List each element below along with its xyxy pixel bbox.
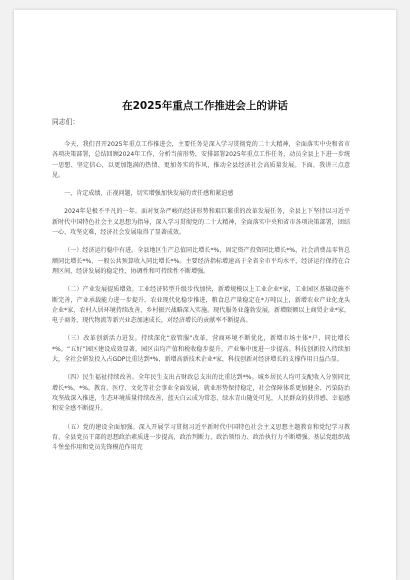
body-paragraph: （二）产业发展提质增效。工业经济转型升级步伐加快，新增规模以上工业企业*家，工业园区基础设施不断完善，产业承载能力进一步提升。农业现代化稳步推进，粮食总产量稳定在*万吨以上，新增农业产业化龙头企业*家，农村人居环境持续改善，乡村振兴战略深入实施。现代服务业蓬勃发展，新增限额以上商贸企业*家，电子商务、现代物流等新兴业态加速成长，对经济增长的贡献率不断提高。 bbox=[52, 286, 350, 325]
salutation: 同志们： bbox=[52, 118, 80, 126]
body-paragraph: 2024年是极不平凡的一年。面对复杂严峻的经济形势和艰巨繁重的改革发展任务，全县上下坚持以习近平新时代中国特色社会主义思想为指导，深入学习贯彻党的二十大精神，全面落实中央和省市各项决策部署，团结一心、攻坚克难，经济社会发展取得了显著成效。 bbox=[52, 208, 350, 237]
document-page bbox=[14, 10, 396, 580]
intro-paragraph: 今天，我们召开2025年重点工作推进会，主要任务是深入学习贯彻党的二十大精神，全面落实中央和省市各项决策部署，总结回顾2024年工作，分析当前形势，安排部署2025年重点工作任务，动员全县上下进一步统一思想、坚定信心，以更加饱满的热情、更加务实的作风，推动全县经济社会高质量发展。下面，我讲三点意见。 bbox=[52, 141, 350, 179]
body-paragraph: （五）党的建设全面加强。深入开展学习贯彻习近平新时代中国特色社会主义思想主题教育和党纪学习教育，全县党员干部的思想政治素质进一步提高，政治判断力、政治领悟力、政治执行力不断增强。基层党组织战斗堡垒作用和党员先锋模范作用充 bbox=[52, 423, 350, 452]
body-paragraph: （一）经济运行稳中有进。全县地区生产总值同比增长*%，固定资产投资同比增长*%，社会消费品零售总额同比增长*%，一般公共预算收入同比增长*%。主要经济指标增速高于全省全市平均水平，经济运行保持在合理区间，经济发展的稳定性、协调性和可持续性不断增强。 bbox=[52, 247, 350, 275]
section-heading: 一、肯定成绩，正视问题，切实增强加快发展的责任感和紧迫感 bbox=[64, 190, 234, 198]
document-title: 在2025年重点工作推进会上的讲话 bbox=[122, 100, 288, 112]
body-paragraph: （三）改革创新活力迸发。持续深化“放管服”改革，营商环境不断优化，新增市场主体*户，同比增长*%。“五好”园区建设成效显著，园区亩均产值和税收稳步提升，产业集中度进一步提高。科技创新投入持续加大，全社会研发投入占GDP比重达到*%，新增高新技术企业*家，科技创新对经济增长的支撑作用日益凸显。 bbox=[52, 335, 350, 364]
body-paragraph: （四）民生福祉持续改善。全年民生支出占财政总支出的比重达到*%。城乡居民人均可支配收入分别同比增长*%、*%。教育、医疗、文化等社会事业全面发展，就业形势保持稳定，社会保障体系更加健全、污染防治攻坚战深入推进，生态环境质量持续改善，蓝天白云成为常态，绿水青山随处可见，人民群众的获得感、幸福感和安全感不断提升。 bbox=[52, 374, 350, 413]
document-body bbox=[52, 92, 350, 461]
